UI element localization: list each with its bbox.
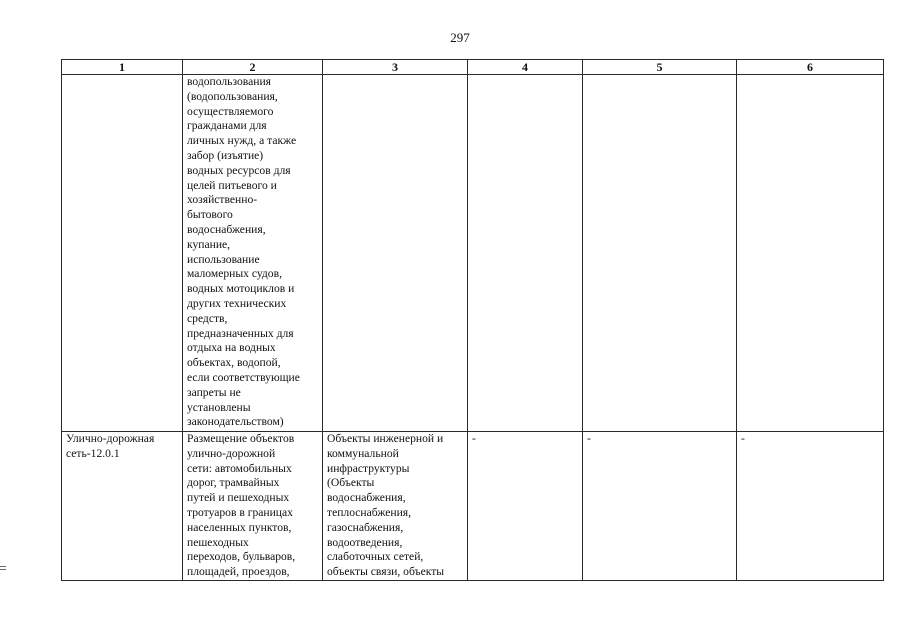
table-cell-col4: - — [468, 432, 583, 581]
table-header-row — [62, 60, 884, 75]
table-cell-col6: - — [737, 432, 884, 581]
table-row — [62, 75, 884, 432]
page-number: 297 — [450, 30, 470, 45]
table-cell-name: Улично-дорожная сеть-12.0.1 — [62, 432, 183, 581]
table-cell-col5: - — [583, 432, 737, 581]
column-header-4: 4 — [468, 60, 583, 75]
column-header-3: 3 — [323, 60, 468, 75]
column-header-1: 1 — [62, 60, 183, 75]
table-cell-description: Размещение объектов улично-дорожной сети: автомобильных дорог, трамвайных путей и пешеходных тротуаров в границах населенных пунктов, пешеходных переходов, бульваров, площадей, проездов, — [183, 432, 323, 581]
table-row — [62, 432, 884, 581]
scan-edge-mark — [0, 566, 6, 573]
column-header-6: 6 — [737, 60, 884, 75]
table-cell-auxiliary — [323, 75, 468, 432]
table-cell-col6 — [737, 75, 884, 432]
regulations-table — [61, 59, 884, 581]
column-header-2: 2 — [183, 60, 323, 75]
table-cell-description: водопользования (водопользования, осуществляемого гражданами для личных нужд, а также забор (изъятие) водных ресурсов для целей питьевого и хозяйственно- бытового водоснабжения, купание, использование маломерных судов, водных мотоциклов и других технических средств, предназначенных для отдыха на водных объектах, водопой, если соответствующие запреты не установлены законодательством) — [183, 75, 323, 432]
column-header-5: 5 — [583, 60, 737, 75]
table-cell-name — [62, 75, 183, 432]
table-cell-col4 — [468, 75, 583, 432]
table-cell-col5 — [583, 75, 737, 432]
table-cell-auxiliary: Объекты инженерной и коммунальной инфраструктуры (Объекты водоснабжения, теплоснабжения, газоснабжения, водоотведения, слаботочных сетей, объекты связи, объекты — [323, 432, 468, 581]
